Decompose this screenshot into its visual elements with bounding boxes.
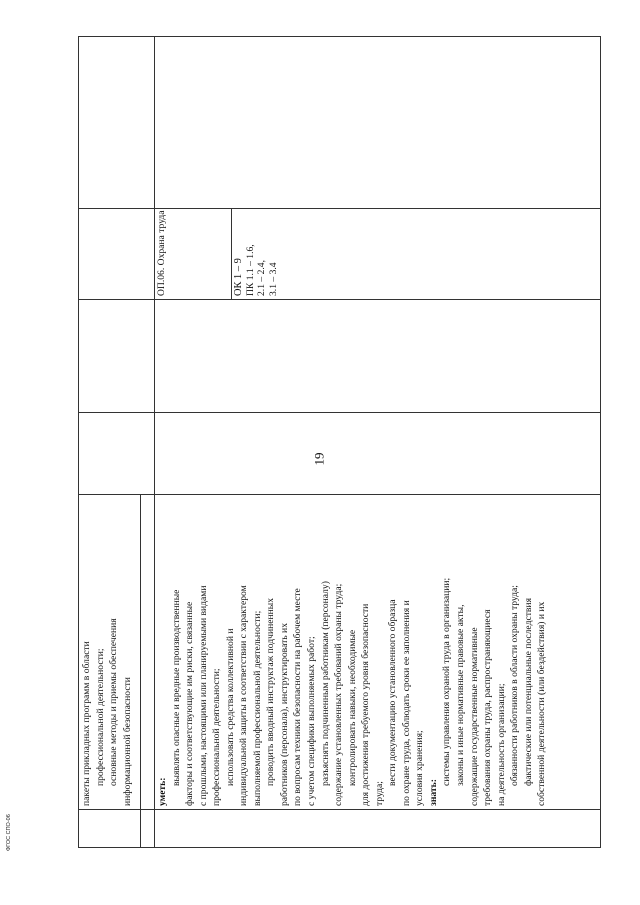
text-line: с прошлыми, настоящими или планируемыми видами [197, 585, 209, 806]
text-line: с учетом специфики выполняемых работ; [306, 636, 318, 806]
text-line: выявлять опасные и вредные производственные [170, 589, 182, 786]
text-line: труда; [373, 781, 385, 806]
top-row-lines [79, 495, 134, 809]
text-line: профессиональной деятельности; [94, 648, 106, 786]
text-line: информационной безопасности [121, 677, 133, 806]
top-row-content [79, 495, 141, 810]
text-line: собственной деятельности (или бездействия) и их [536, 601, 548, 806]
text-line: законы и иные нормативные правовые акты, [455, 604, 467, 786]
competency-code: ПК 1.1 – 1.6, [244, 244, 256, 296]
competencies-cell [232, 209, 601, 300]
text-line: содержащие государственные нормативные [468, 627, 480, 806]
text-line: фактические или потенциальные последствия [522, 598, 534, 786]
text-line: основные методы и приемы обеспечения [108, 618, 120, 786]
table-row [155, 37, 232, 848]
text-line: контролировать навыки, необходимые [346, 629, 358, 786]
text-line: содержание установленных требований охраны труда; [333, 583, 345, 806]
text-line: системы управления охраной труда в организации; [441, 577, 453, 786]
competency-code: 3.1 – 3.4 [267, 262, 279, 296]
page-number: 19 [311, 452, 327, 466]
text-line: индивидуальной защиты в соответствии с характером [238, 585, 250, 806]
skills-knowledge-lines [155, 495, 549, 809]
skills-knowledge-cell [155, 495, 601, 810]
text-line: знать: [427, 779, 439, 806]
competency-codes [232, 209, 280, 299]
text-line: обязанности работников в области охраны труда; [509, 585, 521, 786]
competency-code: ОК 1 – 9 [233, 258, 244, 296]
discipline-cell [155, 209, 232, 300]
text-line: проводить вводный инструктаж подчиненных [265, 597, 277, 786]
text-line: требования охраны труда, распространяющиеся [482, 609, 494, 806]
text-line: вести документацию установленного образца [387, 599, 399, 786]
text-line: использовать средства коллективной и [224, 628, 236, 786]
text-line: выполняемой профессиональной деятельности; [251, 610, 263, 806]
table-row [79, 37, 141, 848]
text-line: на деятельность организации; [495, 683, 507, 806]
footer-label: ФГОС СПО-06 [6, 814, 12, 851]
competency-code: 2.1 – 2.4, [256, 260, 267, 296]
text-line: для достижения требуемого уровня безопасности [360, 603, 372, 806]
text-line: разъяснять подчиненным работникам (персоналу) [319, 581, 331, 786]
text-line: условия хранения; [414, 730, 426, 806]
text-line: факторы и соответствующие им риски, связанные [184, 601, 196, 806]
text-line: уметь: [157, 777, 168, 806]
text-line: по вопросам техники безопасности на рабочем месте [292, 588, 304, 806]
discipline-name: ОП.06. Охрана труда [156, 210, 167, 296]
text-line: профессиональной деятельности; [211, 668, 223, 806]
text-line: по охране труда, соблюдать сроки ее заполнения и [400, 600, 412, 806]
text-line: пакеты прикладных программ в области [81, 641, 92, 806]
rotated-table-canvas [78, 43, 598, 848]
text-line: работников (персонала), инструктировать их [278, 623, 290, 806]
curriculum-table [78, 36, 601, 848]
